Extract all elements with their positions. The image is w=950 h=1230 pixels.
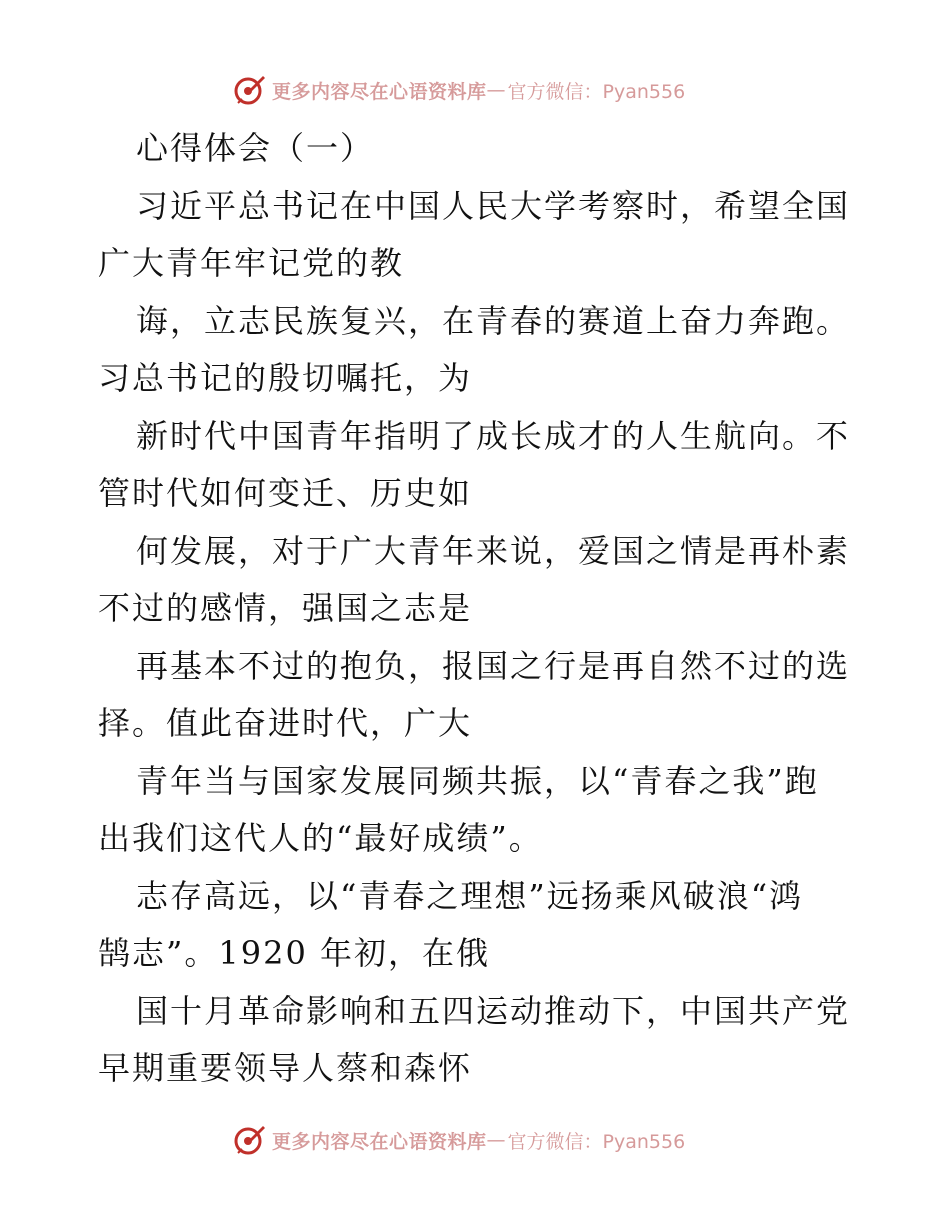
document-body (98, 120, 858, 1098)
text-line: 新时代中国青年指明了成长成才的人生航向。不 (136, 416, 851, 455)
text-line: 早期重要领导人蔡和森怀 (98, 1049, 473, 1087)
pen-logo-icon (232, 73, 266, 107)
text-line: 志存高远，以“青春之理想”远扬乘风破浪“鸿 (136, 876, 804, 915)
text-line: 管时代如何变迁、历史如 (98, 474, 473, 512)
text-line: 青年当与国家发展同频共振，以“青春之我”跑 (136, 761, 819, 800)
pen-logo-icon (232, 1123, 266, 1157)
banner-text: 更多内容尽在心语资料库 (272, 1130, 487, 1153)
text-line: 再基本不过的抱负，报国之行是再自然不过的选 (136, 646, 851, 685)
text-line: 习近平总书记在中国人民大学考察时，希望全国 (136, 186, 851, 225)
text-line: 不过的感情，强国之志是 (98, 589, 473, 627)
banner-account: 官方微信：Pyan556 (507, 80, 686, 103)
text-line: 国十月革命影响和五四运动推动下，中国共产党 (136, 991, 851, 1030)
header-banner (232, 70, 685, 110)
text-line: 诲，立志民族复兴，在青春的赛道上奋力奔跑。 (136, 301, 851, 340)
text-line: 习总书记的殷切嘱托，为 (98, 359, 473, 397)
text-line: 择。值此奋进时代，广大 (98, 704, 473, 742)
footer-banner (232, 1120, 685, 1160)
banner-account: 官方微信：Pyan556 (507, 1130, 686, 1153)
banner-separator: — (486, 79, 506, 101)
banner-separator: — (486, 1129, 506, 1151)
banner-text: 更多内容尽在心语资料库 (272, 80, 487, 103)
text-line: 出我们这代人的“最好成绩”。 (98, 819, 543, 857)
text-line: 何发展，对于广大青年来说，爱国之情是再朴素 (136, 531, 851, 570)
text-line: 广大青年牢记党的教 (98, 244, 405, 282)
text-line: 鹄志”。1920 年初，在俄 (98, 934, 490, 972)
text-line: 心得体会（一） (136, 129, 375, 167)
